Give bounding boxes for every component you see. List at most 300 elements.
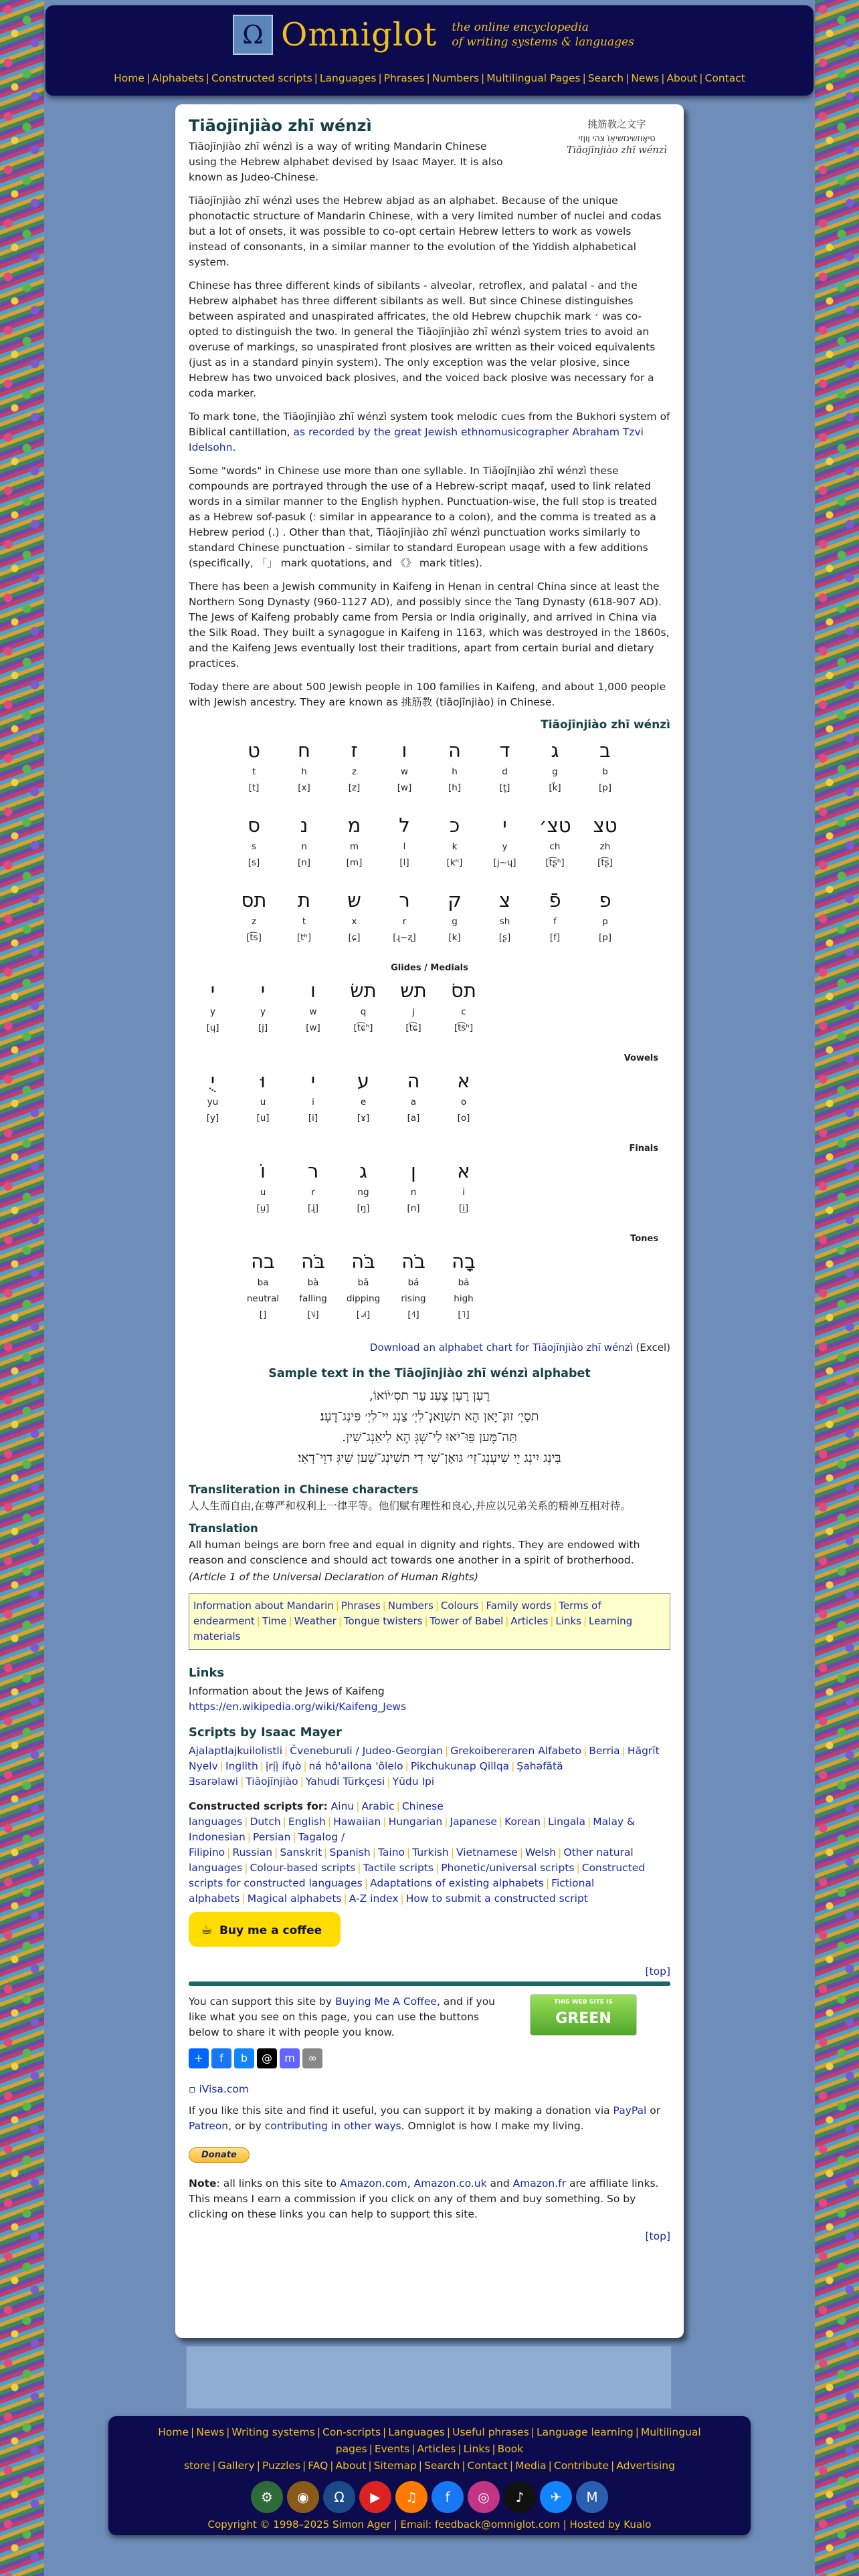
letter-glyph: ס	[248, 814, 260, 837]
nav-separator: |	[531, 2426, 535, 2438]
constructed-script-link-18[interactable]: Vietnamese	[456, 1846, 518, 1858]
letter-romanization: b	[602, 766, 608, 777]
letter-glyph: ת	[297, 889, 311, 911]
nav-separator: |	[256, 1615, 260, 1627]
constructed-script-link-22[interactable]: Tactile scripts	[363, 1862, 434, 1874]
letter-glyph: תסׂ	[451, 979, 476, 1002]
letter-glyph: וֹ	[260, 1160, 266, 1182]
letter-romanization: z	[251, 916, 257, 927]
nav-separator: |	[284, 1745, 288, 1757]
letter-ipa: [i̯]	[458, 1203, 469, 1214]
letter-ipa: [s]	[248, 857, 260, 868]
nav-separator: |	[274, 1846, 278, 1858]
letter-romanization: e	[360, 1097, 367, 1107]
transliteration-text: 人人生而自由,在尊严和权利上一律平等。他们赋有理性和良心,并应以兄弟关系的精神互相对待。	[189, 1500, 631, 1512]
letter-ipa: []	[259, 1309, 267, 1320]
nav-separator: |	[357, 1862, 361, 1874]
nav-separator: |	[450, 1846, 454, 1858]
letter-cell	[239, 977, 287, 1052]
letter-cell	[389, 977, 438, 1052]
constructed-script-link-29[interactable]: How to submit a constructed script	[405, 1893, 588, 1905]
nav-separator: |	[369, 2443, 373, 2455]
nav-link-5[interactable]: Numbers	[432, 72, 480, 84]
letter-romanization: u	[260, 1187, 266, 1198]
nav-separator: |	[335, 1600, 339, 1612]
footer-link-2[interactable]: Writing systems	[231, 2426, 315, 2438]
letter-cell	[339, 1158, 387, 1232]
info-link-6[interactable]: Time	[262, 1615, 287, 1627]
letter-cell	[189, 977, 237, 1052]
letter-ipa: [ɤ]	[357, 1113, 370, 1123]
mayer-script-link-2[interactable]: Grekoibereraren Alfabeto	[450, 1745, 581, 1757]
amazon-com-link[interactable]: Amazon.com	[340, 2177, 407, 2189]
info-link-5[interactable]: Terms of endearment	[193, 1600, 601, 1627]
footer-link-6[interactable]: Language learning	[537, 2426, 634, 2438]
support-paragraph: You can support this site by Buying Me A Coffee, and if you like what you see on this page, you can use the buttons below to share it with people you know.	[189, 1996, 496, 2038]
letter-glyph: ג	[359, 1160, 367, 1182]
letter-glyph: טצ׳	[539, 814, 571, 837]
letter-glyph: ל	[399, 814, 410, 837]
nav-link-0[interactable]: Home	[114, 72, 145, 84]
constructed-script-link-9[interactable]: Lingala	[548, 1816, 586, 1828]
letter-glyph: צ	[498, 889, 511, 911]
letter-romanization: bà	[307, 1277, 319, 1288]
letter-cell	[389, 1067, 438, 1142]
contribute-link[interactable]: contributing in other ways	[264, 2120, 401, 2132]
mayer-script-link-7[interactable]: ná hô'ailona 'ōlelo	[308, 1760, 403, 1772]
letter-cell	[330, 887, 379, 962]
letter-glyph: ג	[551, 739, 559, 762]
letter-cell	[440, 977, 488, 1052]
footer-link-4[interactable]: Languages	[388, 2426, 445, 2438]
consonant-chart	[189, 737, 670, 962]
constructed-script-link-27[interactable]: Magical alphabets	[247, 1893, 342, 1905]
constructed-script-link-10[interactable]: Malay & Indonesian	[189, 1816, 636, 1843]
letter-ipa: [h]	[448, 782, 462, 793]
letter-romanization: w	[400, 766, 409, 777]
buying-me-a-coffee-link[interactable]: Buying Me A Coffee	[335, 1996, 437, 2008]
buy-me-a-coffee-button[interactable]: ☕ Buy me a coffee	[189, 1912, 341, 1947]
letter-glyph: ו	[401, 739, 407, 762]
translation-source: (Article 1 of the Universal Declaration of Human Rights)	[189, 1571, 479, 1583]
constructed-scripts-list	[189, 1799, 670, 1907]
letter-ipa: [w]	[306, 1023, 320, 1033]
tiktok-icon[interactable]: ♪	[504, 2481, 536, 2513]
nav-link-8[interactable]: News	[631, 72, 660, 84]
letter-romanization: s	[251, 841, 257, 852]
letter-glyph: א	[457, 1160, 470, 1182]
constructed-script-link-1[interactable]: Arabic	[361, 1800, 395, 1812]
letter-glyph: ט	[248, 739, 260, 762]
footer-link-9[interactable]: Articles	[417, 2443, 456, 2455]
mayer-scripts-heading: Scripts by Isaac Mayer	[189, 1725, 342, 1739]
constructed-script-link-16[interactable]: Taino	[377, 1846, 405, 1858]
mastodon-icon[interactable]: M	[576, 2481, 608, 2513]
logo-wordmark: Omniglot	[281, 16, 438, 53]
letter-ipa: [y]	[206, 1113, 219, 1123]
nav-separator: |	[260, 1760, 264, 1772]
info-link-8[interactable]: Tongue twisters	[343, 1615, 423, 1627]
nav-link-2[interactable]: Constructed scripts	[211, 72, 312, 84]
letter-romanization: d	[502, 766, 508, 777]
nav-separator: |	[405, 1760, 409, 1772]
letter-ipa: [˥˩]	[307, 1309, 319, 1320]
constructed-script-link-21[interactable]: Colour-based scripts	[250, 1862, 356, 1874]
letter-glyph: י	[502, 814, 507, 837]
facebook-icon[interactable]: f	[432, 2481, 464, 2513]
letter-romanization: t	[252, 766, 256, 777]
paragraph: To mark tone, the Tiāojīnjiào zhī wénzì system took melodic cues from the Bukhori system of Biblical cantillation, as recorded by the great Jewish ethnomusicographer Abraham Tzvi Idelsohn.	[189, 411, 670, 453]
nav-separator: |	[240, 1776, 244, 1788]
footer-link-3[interactable]: Con-scripts	[322, 2426, 381, 2438]
mandarin-info-box	[189, 1593, 670, 1650]
constructed-script-link-20[interactable]: Other natural languages	[189, 1846, 634, 1874]
letter-glyph: ע	[357, 1069, 370, 1092]
mayer-script-link-9[interactable]: Şahəfātä Ǝsarəlawi	[189, 1760, 563, 1788]
footer-link-1[interactable]: News	[196, 2426, 225, 2438]
tone-name: neutral	[246, 1293, 280, 1304]
nav-separator: |	[611, 2460, 615, 2472]
letter-cell	[431, 812, 479, 887]
threads-icon[interactable]: @	[257, 2048, 277, 2068]
nav-separator: |	[435, 1600, 439, 1612]
info-link-0[interactable]: Information about Mandarin	[193, 1600, 334, 1612]
bluesky-icon[interactable]: b	[234, 2048, 254, 2068]
nav-separator: |	[205, 72, 210, 84]
letter-romanization: k	[452, 841, 458, 852]
coffee-icon: ☕	[201, 1921, 213, 1937]
site-footer	[108, 2416, 751, 2535]
share-all-icon[interactable]: +	[189, 2048, 209, 2068]
nav-separator: |	[387, 1776, 391, 1788]
green-website-badge: THIS WEB SITE IS GREEN	[530, 1994, 637, 2036]
letter-cell	[431, 887, 479, 962]
constructed-script-link-24[interactable]: Constructed scripts for constructed languages	[189, 1862, 646, 1889]
nav-separator: |	[587, 1816, 591, 1828]
site-header	[45, 5, 814, 96]
mayer-script-link-0[interactable]: Ajalaptlajkuilolistli	[189, 1745, 283, 1757]
letter-cell	[581, 887, 630, 962]
constructed-script-link-11[interactable]: Persian	[253, 1831, 291, 1843]
nav-separator: |	[407, 1846, 411, 1858]
nav-separator: |	[368, 2460, 372, 2472]
letter-glyph: ר	[399, 889, 410, 911]
info-link-2[interactable]: Numbers	[387, 1600, 434, 1612]
paypal-link[interactable]: PayPal	[613, 2105, 647, 2117]
mayer-script-link-10[interactable]: Tiāojīnjiào	[246, 1776, 298, 1788]
amazon-fr-link[interactable]: Amazon.fr	[512, 2177, 567, 2189]
nav-separator: |	[356, 1800, 360, 1812]
constructed-script-link-15[interactable]: Spanish	[329, 1846, 371, 1858]
info-link-10[interactable]: Articles	[510, 1615, 549, 1627]
paragraph: There has been a Jewish community in Kaifeng in Henan in central China since at least the Northern Song Dynasty (960-1127 AD), and possibly since the Tang Dynasty (618-907 AD). The Jews of Kaifeng probably came from Persia or India originally, and arrived in China via the Silk Road. They built a synagogue in Kaifeng in 1163, which was destroyed in the 1860s, and the Kaifeng Jews eventually lost their traditions, apart from certain burial and dietary practices.	[189, 580, 670, 669]
nav-separator: |	[378, 72, 382, 84]
nav-separator: |	[622, 1745, 626, 1757]
sample-text-heading: Sample text in the Tiāojīnjiào zhī wénzì alphabet	[268, 1367, 591, 1380]
footer-link-5[interactable]: Useful phrases	[452, 2426, 529, 2438]
donate-button[interactable]: Donate	[189, 2147, 250, 2163]
nav-separator: |	[256, 2460, 260, 2472]
letter-ipa: [p]	[598, 782, 612, 793]
letter-cell	[381, 887, 429, 962]
constructed-script-link-5[interactable]: Hawaiian	[333, 1816, 381, 1828]
footer-link-16[interactable]: Sitemap	[373, 2460, 417, 2472]
constructed-script-link-2[interactable]: Chinese languages	[189, 1800, 444, 1828]
letter-glyph: פ	[599, 889, 611, 911]
nav-separator: |	[583, 1745, 587, 1757]
letter-cell	[289, 1248, 337, 1333]
letter-ipa: [ɥ]	[206, 1023, 219, 1033]
letter-glyph: תש	[400, 979, 427, 1002]
letter-ipa: [t]	[248, 782, 260, 793]
letter-cell	[389, 1248, 438, 1333]
nav-link-10[interactable]: Contact	[704, 72, 745, 84]
letter-romanization: q	[360, 1006, 367, 1017]
letter-romanization: ng	[357, 1187, 369, 1198]
glides-chart	[189, 977, 670, 1052]
letter-ipa: [j]	[258, 1023, 268, 1033]
nav-separator: |	[553, 1600, 557, 1612]
transliteration-heading: Transliteration in Chinese characters	[189, 1483, 419, 1496]
main-content	[175, 104, 684, 2338]
info-link-3[interactable]: Colours	[440, 1600, 479, 1612]
constructed-script-link-0[interactable]: Ainu	[330, 1800, 355, 1812]
mayer-script-link-11[interactable]: Yahudi Türkçesi	[305, 1776, 385, 1788]
letter-cell	[381, 737, 429, 812]
letter-glyph: י	[260, 979, 266, 1002]
logo-icon[interactable]: Ω	[323, 2481, 355, 2513]
info-link-9[interactable]: Tower of Babel	[430, 1615, 504, 1627]
right-decorative-strip	[815, 0, 859, 2576]
constructed-script-link-4[interactable]: English	[288, 1816, 326, 1828]
mastodon-icon[interactable]: m	[280, 2048, 300, 2068]
nav-separator: |	[227, 1846, 231, 1858]
letter-romanization: y	[210, 1006, 215, 1017]
nav-separator: |	[418, 2460, 423, 2472]
footer-link-8[interactable]: Events	[374, 2443, 410, 2455]
letter-romanization: i	[462, 1187, 465, 1198]
nav-separator: |	[288, 1615, 292, 1627]
letter-cell	[230, 737, 278, 812]
nav-separator: |	[372, 1846, 376, 1858]
copy-link-icon[interactable]: ∞	[302, 2048, 322, 2068]
letter-romanization: c	[461, 1006, 466, 1017]
letter-glyph: בה	[251, 1250, 275, 1273]
constructed-script-link-28[interactable]: A-Z index	[349, 1893, 399, 1905]
download-line: Download an alphabet chart for Tiāojīnjiào zhī wénzì (Excel)	[369, 1341, 670, 1354]
info-link-11[interactable]: Links	[555, 1615, 581, 1627]
advertisement-banner[interactable]	[186, 2346, 672, 2409]
letter-romanization: j	[412, 1006, 415, 1017]
ivisa-link[interactable]: ▫ iVisa.com	[189, 2083, 249, 2095]
letter-romanization: bá	[407, 1277, 419, 1288]
nav-link-3[interactable]: Languages	[319, 72, 377, 84]
badge-icon[interactable]: ◉	[287, 2481, 319, 2513]
footer-link-12[interactable]: Gallery	[217, 2460, 255, 2472]
top-navigation	[45, 72, 814, 84]
mayer-script-link-3[interactable]: Berria	[589, 1745, 620, 1757]
footer-link-17[interactable]: Search	[424, 2460, 460, 2472]
mayer-script-link-8[interactable]: Pikchukunap Qillqa	[410, 1760, 510, 1772]
letter-glyph: ד	[499, 739, 510, 762]
soundcloud-icon[interactable]: ♫	[395, 2481, 427, 2513]
tone-name: rising	[401, 1293, 426, 1304]
footer-link-14[interactable]: FAQ	[308, 2460, 328, 2472]
letter-romanization: y	[502, 841, 508, 852]
info-link-7[interactable]: Weather	[294, 1615, 337, 1627]
letter-glyph: בֺה	[401, 1250, 425, 1273]
constructed-script-link-12[interactable]: Tagalog / Filipino	[189, 1831, 345, 1858]
letter-romanization: m	[349, 841, 359, 852]
download-chart-link[interactable]: Download an alphabet chart for Tiāojīnjiào zhī wénzì	[369, 1341, 633, 1354]
footer-link-21[interactable]: Advertising	[616, 2460, 675, 2472]
info-link-1[interactable]: Phrases	[341, 1600, 381, 1612]
nav-separator: |	[462, 2460, 466, 2472]
bluesky-icon[interactable]: ✈	[540, 2481, 572, 2513]
letter-romanization: h	[301, 766, 307, 777]
footer-link-18[interactable]: Contact	[467, 2460, 508, 2472]
letter-ipa: [t͡ʂʰ]	[545, 857, 565, 868]
info-link-12[interactable]: Learning materials	[193, 1615, 633, 1642]
letter-ipa: [˥]	[458, 1309, 470, 1320]
letter-cell	[381, 812, 429, 887]
nav-separator: |	[426, 72, 430, 84]
nav-separator: |	[558, 1846, 562, 1858]
nav-separator: |	[212, 2460, 216, 2472]
nav-separator: |	[481, 72, 485, 84]
letter-ipa: [˨˩˦]	[356, 1309, 371, 1320]
letter-cell	[289, 1067, 337, 1142]
letter-cell	[239, 1067, 287, 1142]
mayer-script-link-5[interactable]: Inglith	[225, 1760, 258, 1772]
letter-ipa: [kʰ]	[446, 857, 463, 868]
translation-heading: Translation	[189, 1522, 258, 1535]
constructed-script-link-6[interactable]: Hungarian	[388, 1816, 443, 1828]
letter-cell	[339, 1248, 387, 1333]
nav-link-1[interactable]: Alphabets	[152, 72, 204, 84]
nav-separator: |	[635, 2426, 639, 2438]
letter-glyph: ה	[407, 1069, 420, 1092]
nav-separator: |	[219, 1760, 224, 1772]
constructed-script-link-3[interactable]: Dutch	[250, 1816, 281, 1828]
nav-separator: |	[300, 1776, 304, 1788]
constructed-script-link-19[interactable]: Welsh	[524, 1846, 557, 1858]
glides-heading: Glides / Medials	[391, 963, 468, 973]
youtube-icon[interactable]: ▶	[359, 2481, 391, 2513]
constructed-script-link-8[interactable]: Korean	[504, 1816, 541, 1828]
constructed-script-link-26[interactable]: Fictional alphabets	[189, 1877, 595, 1905]
nav-separator: |	[446, 2426, 451, 2438]
finals-heading: Finals	[629, 1144, 658, 1154]
letter-romanization: x	[351, 916, 357, 927]
back-to-top-link[interactable]: [top]	[645, 1965, 670, 1977]
paragraph: Some "words" in Chinese use more than one syllable. In Tiāojīnjiào zhī wénzì these compounds are portrayed through the use of a Hebrew-script maqaf, used to link related words in a similar manner to the English hyphen. Punctuation-wise, the full stop is treated as a Hebrew sof-pasuk (׃ similar in appearance to a colon), and the comma is treated as a Hebrew period (.) . Other than that, Tiāojīnjiào zhī wénzì punctuation works similarly to standard Chinese punctuation - similar to standard European usage with a few additions (specifically, 「」 mark quotations, and 《》 mark titles).	[189, 465, 658, 569]
omniglot-icon[interactable]: ⚙	[251, 2481, 283, 2513]
letter-cell	[289, 977, 337, 1052]
footer-link-10[interactable]: Links	[463, 2443, 490, 2455]
nav-separator: |	[550, 1615, 554, 1627]
letter-cell	[581, 812, 630, 887]
nav-separator: |	[324, 1846, 328, 1858]
letter-cell	[440, 1248, 488, 1333]
letter-romanization: a	[410, 1097, 417, 1107]
letter-cell	[339, 1067, 387, 1142]
letter-cell	[531, 812, 579, 887]
letter-glyph: ה	[448, 739, 461, 762]
affiliate-note: Note: all links on this site to Amazon.com, Amazon.co.uk and Amazon.fr are affiliate links. This means I earn a commission if you click on any of them and buy something. So by clicking on these links you can help to support this site.	[189, 2177, 659, 2220]
constructed-script-link-25[interactable]: Adaptations of existing alphabets	[370, 1877, 544, 1889]
footer-link-19[interactable]: Media	[515, 2460, 547, 2472]
footer-link-13[interactable]: Puzzles	[262, 2460, 301, 2472]
nav-separator: |	[292, 1831, 296, 1843]
nav-separator: |	[445, 1745, 449, 1757]
letter-ipa: [k]	[448, 932, 461, 943]
info-link-4[interactable]: Family words	[486, 1600, 552, 1612]
letter-romanization: n	[410, 1187, 417, 1198]
letter-glyph: ש	[347, 889, 361, 911]
amazon-co-uk-link[interactable]: Amazon.co.uk	[413, 2177, 487, 2189]
back-to-top-link[interactable]: [top]	[645, 2230, 670, 2242]
constructed-script-link-13[interactable]: Russian	[232, 1846, 273, 1858]
mayer-script-link-1[interactable]: Čveneburuli / Judeo-Georgian	[290, 1745, 444, 1757]
nav-link-9[interactable]: About	[666, 72, 698, 84]
sample-line: בִּינְג יִינְג יֵי שִׁיעְנְג־זִי׳ גּוּאָן־שִׁי דִי תשִׁינְג־שֵׁען שִׁיגְּ דוֵי־דָאִי׃	[298, 1451, 561, 1465]
constructed-script-link-17[interactable]: Turkish	[412, 1846, 449, 1858]
footer-link-7[interactable]: Multilingual pages	[335, 2426, 701, 2455]
mayer-script-link-6[interactable]: ịrịị̀ ífụò	[266, 1760, 302, 1772]
nav-separator: |	[330, 2460, 334, 2472]
nav-link-7[interactable]: Search	[587, 72, 624, 84]
copyright: Copyright © 1998–2025 Simon Ager | Email: feedback@omniglot.com | Hosted by Kualo	[207, 2518, 652, 2531]
letter-romanization: r	[402, 916, 407, 927]
nav-link-4[interactable]: Phrases	[383, 72, 425, 84]
letter-romanization: bǎ	[357, 1277, 369, 1288]
footer-link-0[interactable]: Home	[158, 2426, 189, 2438]
nav-separator: |	[458, 2443, 462, 2455]
letter-glyph: ח	[298, 739, 310, 762]
site-logo[interactable]	[233, 13, 634, 56]
letter-romanization: y	[260, 1006, 266, 1017]
letter-cell	[239, 1248, 287, 1333]
sample-line: רֶעְן רֶעְן צֶעְנ עַר תסִ׳יֹוֹאוֹ,	[369, 1388, 490, 1403]
mayer-script-link-4[interactable]: Hăgrīt Nyelv	[189, 1745, 660, 1772]
letter-cell	[289, 1158, 337, 1232]
patreon-link[interactable]: Patreon	[189, 2120, 229, 2132]
footer-link-20[interactable]: Contribute	[553, 2460, 609, 2472]
nav-separator: |	[576, 1862, 580, 1874]
mayer-script-link-12[interactable]: Yūdu Ipi	[392, 1776, 435, 1788]
facebook-icon[interactable]: f	[211, 2048, 231, 2068]
nav-separator: |	[282, 1816, 286, 1828]
letter-ipa: [j~ɥ]	[493, 857, 516, 868]
letter-ipa: [t͡ɕʰ]	[353, 1023, 373, 1033]
footer-link-11[interactable]: Book store	[184, 2443, 524, 2472]
constructed-script-link-14[interactable]: Sanskrit	[280, 1846, 322, 1858]
nav-separator: |	[343, 1893, 347, 1905]
letter-romanization: h	[452, 766, 458, 777]
tone-name: falling	[299, 1293, 327, 1304]
nav-link-6[interactable]: Multilingual Pages	[486, 72, 581, 84]
constructed-script-link-7[interactable]: Japanese	[450, 1816, 497, 1828]
idelsohn-link[interactable]: as recorded by the great Jewish ethnomusicographer Abraham Tzvi Idelsohn	[189, 426, 644, 453]
nav-separator: |	[302, 2460, 306, 2472]
footer-link-15[interactable]: About	[335, 2460, 367, 2472]
instagram-icon[interactable]: ◎	[468, 2481, 500, 2513]
kaifeng-wiki-link[interactable]: https://en.wikipedia.org/wiki/Kaifeng_Jews	[189, 1701, 407, 1713]
constructed-scripts-label: Constructed scripts for:	[189, 1800, 328, 1812]
letter-ipa: [t͡ɕ]	[405, 1023, 421, 1033]
constructed-script-link-23[interactable]: Phonetic/universal scripts	[441, 1862, 575, 1874]
